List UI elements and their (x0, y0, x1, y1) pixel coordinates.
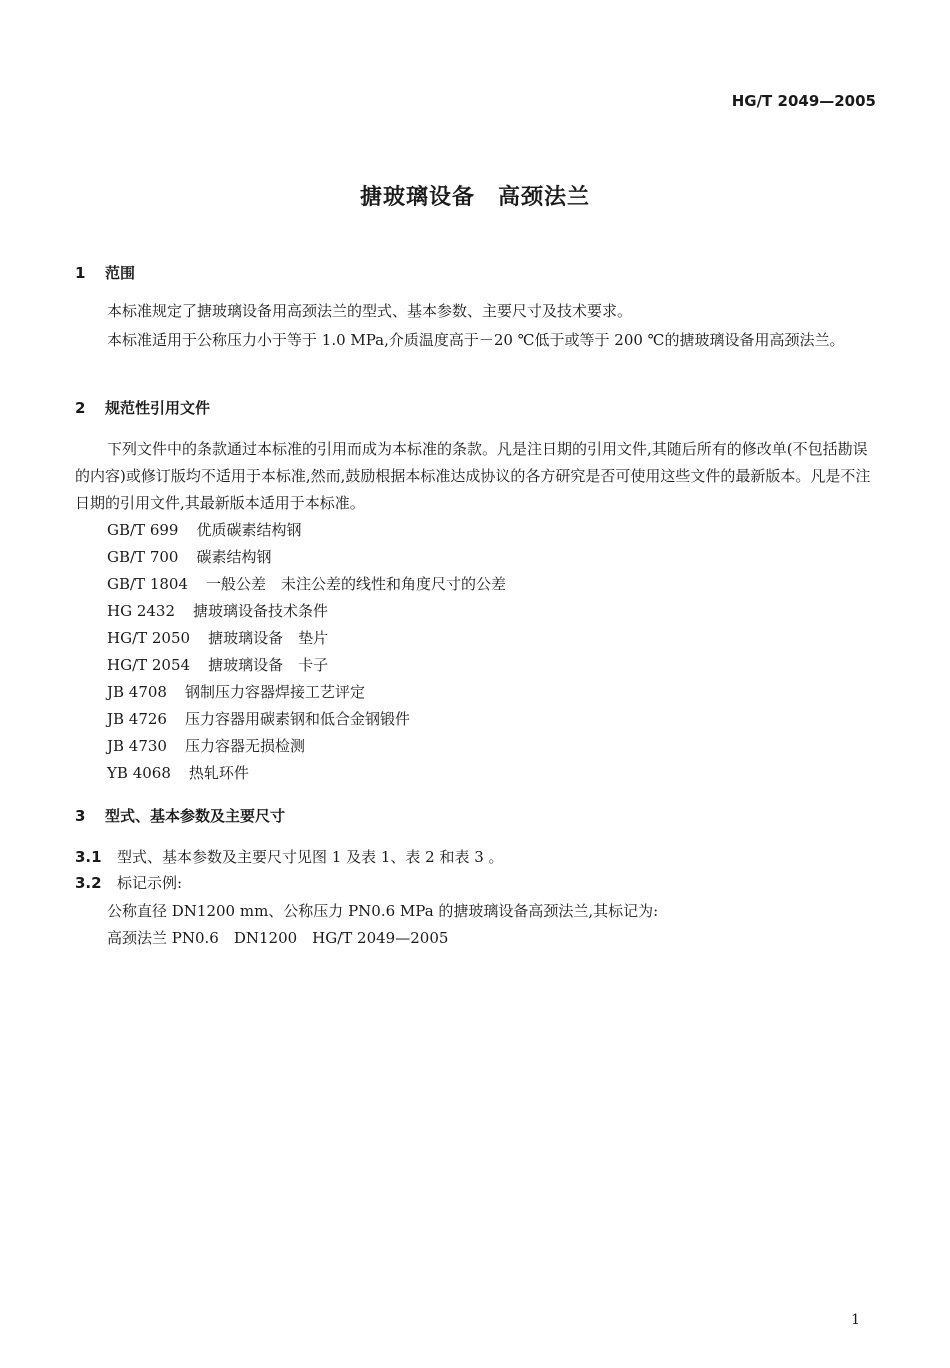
reference-code: JB 4726 (107, 710, 167, 728)
section-2-title: 规范性引用文件 (105, 399, 211, 417)
reference-item (107, 654, 328, 675)
section-1-heading (75, 262, 135, 283)
reference-title: 搪玻璃设备技术条件 (193, 602, 329, 620)
subsection-3-1-text: 型式、基本参数及主要尺寸见图 1 及表 1、表 2 和表 3 。 (117, 848, 504, 866)
reference-code: HG 2432 (107, 602, 176, 620)
section-1-title: 范围 (105, 264, 136, 282)
section-3-heading (75, 805, 285, 826)
references-intro: 下列文件中的条款通过本标准的引用而成为本标准的条款。凡是注日期的引用文件,其随后所有的修改单(不包括勘误的内容)或修订版均不适用于本标准,然而,鼓励根据本标准达成协议的各方研究是否可使用这些文件的最新版本。凡是不注日期的引用文件,其最新版本适用于本标准。 (75, 440, 871, 512)
document-title: 搪玻璃设备 高颈法兰 (359, 185, 590, 210)
standard-code: HG/T 2049—2005 (731, 92, 876, 110)
subsection-3-1 (75, 846, 504, 867)
reference-code: GB/T 700 (107, 548, 179, 566)
reference-item (107, 681, 365, 702)
reference-item (107, 600, 328, 621)
marking-example: 高颈法兰 PN0.6 DN1200 HG/T 2049—2005 (107, 929, 449, 947)
section-3-number: 3 (75, 807, 86, 825)
reference-code: HG/T 2050 (107, 629, 191, 647)
reference-item (107, 573, 506, 594)
subsection-3-2-number: 3.2 (75, 874, 102, 892)
reference-title: 搪玻璃设备 卡子 (208, 656, 329, 674)
reference-item (107, 546, 271, 567)
subsection-3-2-text: 标记示例: (117, 874, 183, 892)
reference-title: 搪玻璃设备 垫片 (208, 629, 329, 647)
reference-item (107, 708, 410, 729)
section-3-title: 型式、基本参数及主要尺寸 (105, 807, 286, 825)
subsection-3-2 (75, 872, 182, 893)
reference-code: HG/T 2054 (107, 656, 191, 674)
reference-item (107, 627, 328, 648)
marking-example-description: 公称直径 DN1200 mm、公称压力 PN0.6 MPa 的搪玻璃设备高颈法兰,其标记为: (107, 902, 659, 920)
subsection-3-1-number: 3.1 (75, 848, 102, 866)
reference-title: 压力容器用碳素钢和低合金钢锻件 (184, 710, 410, 728)
reference-code: GB/T 699 (107, 521, 179, 539)
reference-item (107, 519, 301, 540)
reference-code: JB 4708 (107, 683, 167, 701)
reference-title: 一般公差 未注公差的线性和角度尺寸的公差 (206, 575, 507, 593)
scope-paragraph-1: 本标准规定了搪玻璃设备用高颈法兰的型式、基本参数、主要尺寸及技术要求。 (107, 302, 633, 320)
reference-item (107, 735, 305, 756)
section-1-number: 1 (75, 264, 86, 282)
reference-code: GB/T 1804 (107, 575, 189, 593)
reference-title: 压力容器无损检测 (184, 737, 305, 755)
reference-title: 钢制压力容器焊接工艺评定 (184, 683, 365, 701)
scope-paragraph-2: 本标准适用于公称压力小于等于 1.0 MPa,介质温度高于－20 ℃低于或等于 200 ℃的搪玻璃设备用高颈法兰。 (107, 331, 845, 349)
page-number: 1 (851, 1312, 860, 1328)
reference-title: 热轧环件 (188, 764, 249, 782)
section-2-heading (75, 397, 210, 418)
section-2-number: 2 (75, 399, 86, 417)
reference-item (107, 762, 249, 783)
reference-title: 优质碳素结构钢 (196, 521, 302, 539)
reference-code: JB 4730 (107, 737, 167, 755)
reference-title: 碳素结构钢 (196, 548, 272, 566)
reference-code: YB 4068 (107, 764, 171, 782)
